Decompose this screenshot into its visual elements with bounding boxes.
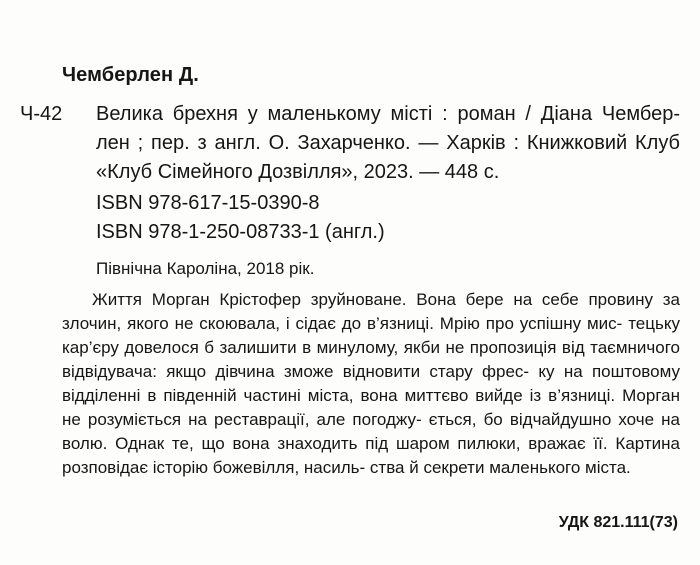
annotation-line: злочин, якого не скоювала, і сідає до в’язниці. Мрію про успішну мис-: [62, 314, 623, 333]
description-line: лен ; пер. з англ. О. Захарченко. — Харків : Книжковий Клуб «Клуб: [96, 132, 680, 183]
annotation-line: вийде із в’язниці. Морган не розуміється на реставрації, але погоджу-: [62, 386, 680, 429]
shelf-code: Ч-42: [20, 103, 63, 125]
original-publication: Північна Кароліна, 2018 рік.: [96, 259, 315, 278]
annotation-line: ства й секрети маленького міста.: [369, 458, 631, 477]
bibliographic-description: [96, 100, 680, 187]
annotation-line: ється, бо відчайдушно хоче на волю. Однак те, що вона знаходить під: [62, 410, 680, 453]
annotation-line: від таємничого відвідувача: якщо дівчина зможе відновити стару фрес-: [62, 338, 681, 381]
description-line: Велика брехня у маленькому місті : роман / Діана Чембер-: [96, 103, 680, 125]
author-heading: Чемберлен Д.: [62, 64, 199, 86]
udk-code: УДК 821.111(73): [558, 514, 678, 531]
annotation-line: шаром пилюки, вражає її. Картина розповідає історію божевілля, насиль-: [62, 434, 680, 477]
isbn-ukrainian: ISBN 978-617-15-0390-8: [96, 192, 320, 214]
annotation-line: Життя Морган Крістофер зруйноване. Вона бере на себе провину за: [92, 290, 680, 309]
isbn-english: ISBN 978-1-250-08733-1 (англ.): [96, 221, 385, 243]
annotation-line: ку на поштовому відділенні в південній частині міста, вона миттєво: [62, 362, 680, 405]
annotation-line: тецьку кар’єру довелося б залишити в минулому, якби не пропозиція: [62, 314, 680, 357]
description-line: Сімейного Дозвілля», 2023. — 448 с.: [157, 161, 500, 183]
annotation: [62, 288, 680, 480]
